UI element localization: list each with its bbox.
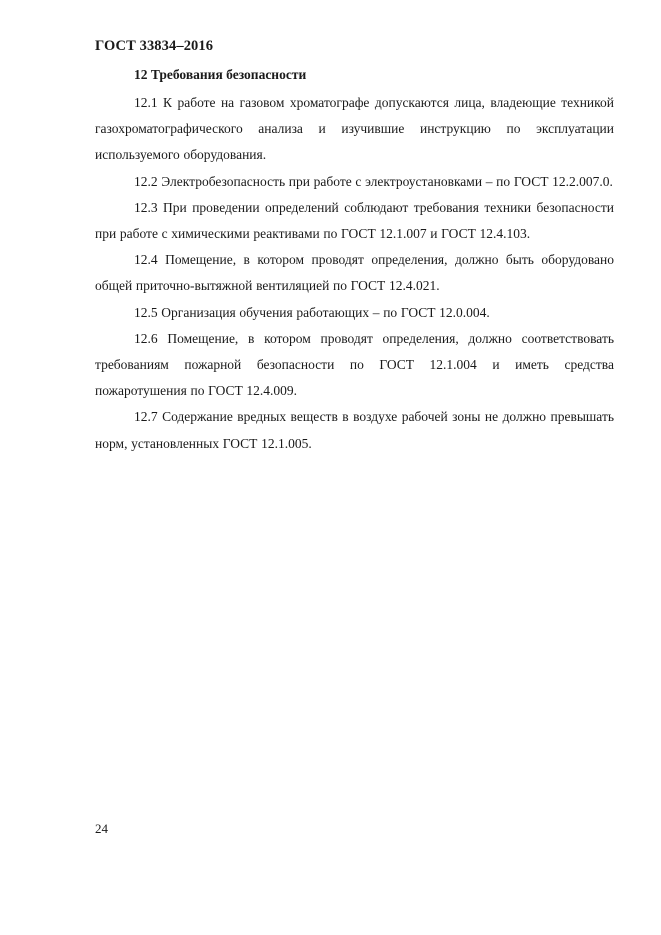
paragraph-12-1: 12.1 К работе на газовом хроматографе допускаются лица, владеющие техникой газохроматографического анализа и изучившие инструкцию по эксплуатации используемого оборудования. <box>95 95 614 163</box>
paragraph-12-3: 12.3 При проведении определений соблюдают требования техники безопасности при работе с химическими реактивами по ГОСТ 12.1.007 и ГОСТ 12.4.103. <box>95 199 614 242</box>
document-code-header: ГОСТ 33834–2016 <box>95 38 214 54</box>
section-title: 12 Требования безопасности <box>134 67 307 82</box>
paragraph-12-5: 12.5 Организация обучения работающих – по ГОСТ 12.0.004. <box>134 304 490 320</box>
paragraph-12-7: 12.7 Содержание вредных веществ в воздухе рабочей зоны не должно превышать норм, установленных ГОСТ 12.1.005. <box>95 409 614 451</box>
paragraph-12-6: 12.6 Помещение, в котором проводят определения, должно соответствовать требованиям пожарной безопасности по ГОСТ 12.1.004 и иметь средства пожаротушения по ГОСТ 12.4.009. <box>95 330 614 399</box>
section-body <box>95 90 614 457</box>
paragraph-12-2: 12.2 Электробезопасность при работе с электроустановками – по ГОСТ 12.2.007.0. <box>134 173 613 189</box>
page-number: 24 <box>95 821 108 836</box>
paragraph-12-4: 12.4 Помещение, в котором проводят определения, должно быть оборудовано общей приточно-вытяжной вентиляцией по ГОСТ 12.4.021. <box>95 252 614 294</box>
